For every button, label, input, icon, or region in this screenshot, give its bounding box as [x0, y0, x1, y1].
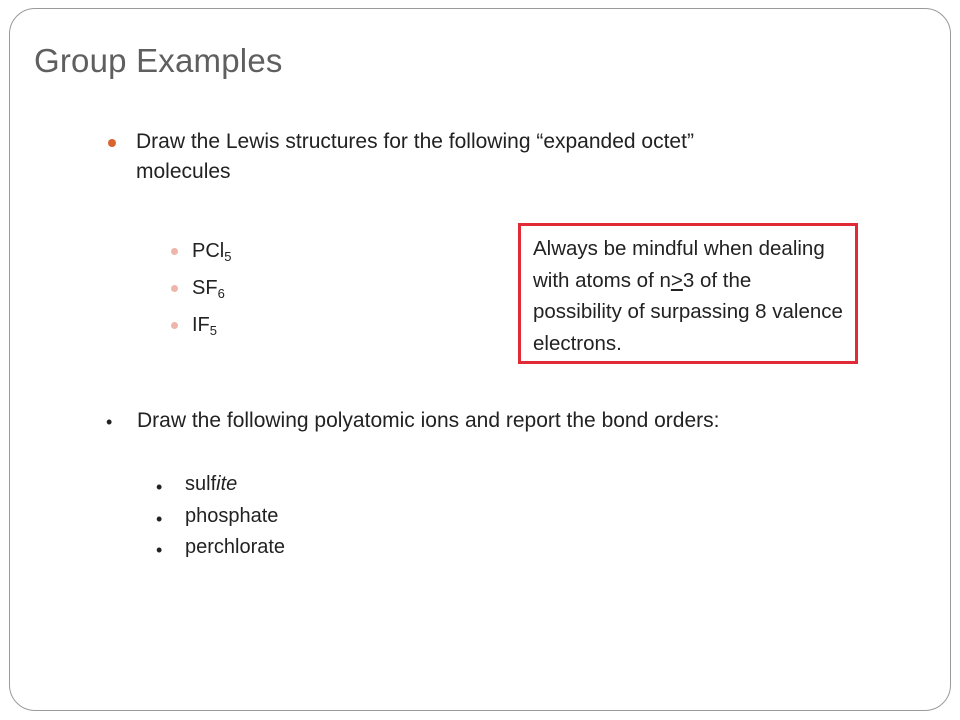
- ion-prefix: phosphate: [185, 505, 279, 527]
- molecule-if5: [192, 314, 217, 338]
- slide-title: Group Examples: [34, 42, 283, 79]
- molecule-sf6: [192, 277, 225, 301]
- molecule-base: SF: [192, 277, 218, 299]
- molecule-base: IF: [192, 314, 210, 336]
- bullet-dot-black: •: [106, 412, 113, 432]
- ion-prefix: sulf: [185, 473, 217, 495]
- molecule-base: PCl: [192, 240, 225, 262]
- ion-phosphate: [185, 505, 278, 528]
- bullet-lewis-line1: Draw the Lewis structures for the following “expanded octet”: [136, 130, 694, 153]
- note-box-expanded-octet: [518, 223, 858, 364]
- sub-bullet-dot-black: •: [156, 540, 163, 560]
- sub-bullet-dot-black: •: [156, 477, 163, 497]
- sub-bullet-dot-black: •: [156, 509, 163, 529]
- bullet-lewis-line2: molecules: [136, 160, 231, 183]
- bullet-polyatomic-ions: Draw the following polyatomic ions and report the bond orders:: [137, 409, 720, 432]
- ion-suffix-italic: ite: [216, 473, 238, 495]
- note-text-part1: Always be mindful when dealing with atoms of n: [533, 237, 825, 292]
- molecule-pcl5: [192, 240, 231, 264]
- ion-perchlorate: [185, 536, 285, 559]
- note-text-underlined: >: [670, 268, 683, 292]
- note-text-part2: 3 of the possibility of surpassing 8 valence electrons.: [533, 268, 843, 355]
- sub-bullet-dot: [171, 285, 178, 292]
- sub-bullet-dot: [171, 322, 178, 329]
- molecule-subscript: 5: [209, 323, 218, 338]
- sub-bullet-dot: [171, 248, 178, 255]
- bullet-dot-orange: [108, 139, 116, 147]
- ion-sulfite: [185, 473, 237, 496]
- molecule-subscript: 6: [217, 286, 225, 301]
- ion-prefix: perchlorate: [185, 536, 286, 558]
- molecule-subscript: 5: [224, 249, 232, 264]
- bullet-lewis-structures: [136, 127, 836, 187]
